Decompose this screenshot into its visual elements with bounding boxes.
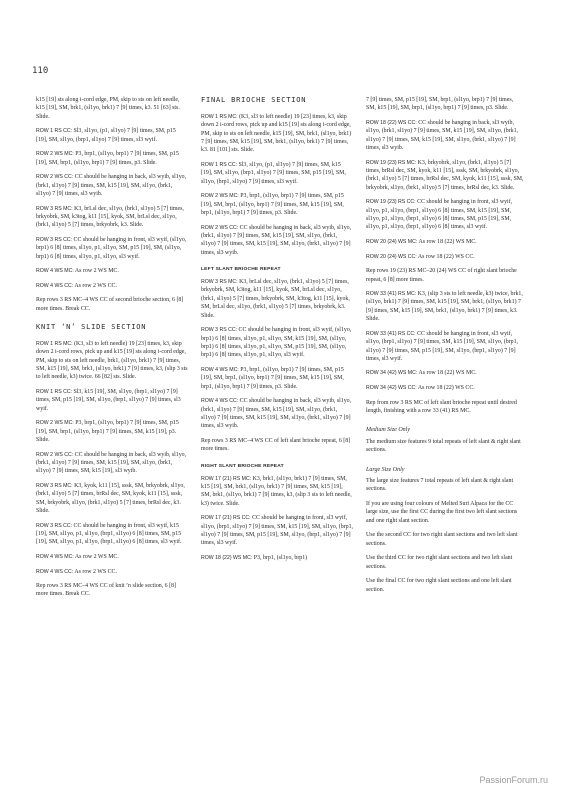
row-instruction: P3, brp1, (sl1yo, brp1) 7 [9] times, SM, p15 [19], SM, brp1, (sl1yo, brp1) 7 [9] times, SM, k15 [19], SM, brp1, (sl1yo, brp1) 7 [9] times, p3. Slide. (201, 366, 344, 390)
row-instruction: As row 18 (22) WS CC. (417, 385, 475, 391)
pattern-row (36, 267, 188, 275)
pattern-row (201, 224, 353, 258)
row-instruction: CC should be hanging in front, sl3 wyif, sl1yo, (brp1, sl1yo) 7 [9] times, SM, k15 [19], SM, sl1yo, (brp1, sl1yo) 7 [9] times, SM, p15 [19], SM, sl1yo, (brp1, sl1yo) 7 [9] times, sl3 wyif. (201, 515, 354, 547)
row-instruction: As row 2 WS CC. (74, 568, 117, 575)
paragraph: Rep rows 3 RS MC–4 WS CC of knit ’n slide section, 6 [8] more times. Break CC. (36, 583, 176, 598)
pattern-row (201, 326, 353, 360)
row-label: ROW 2 WS CC: (36, 174, 74, 181)
pattern-row (366, 198, 524, 232)
row-label: ROW 2 WS MC: (36, 151, 74, 158)
row-instruction: As row 18 (22) WS MC. (418, 370, 477, 377)
section-heading: KNIT ‘N’ SLIDE SECTION (36, 323, 147, 331)
row-label: ROW 2 WS CC: (36, 451, 74, 458)
paragraph: The medium size features 9 total repeats of left slant & right slant sections. (366, 438, 521, 454)
pattern-row (36, 127, 188, 144)
row-instruction: K3, brLsl dec, sl1yo, (brk1, sl1yo) 5 [7] times, brkyobrk, SM, k3tog, k11 [15], kyok, SM, brLsl dec, sl1yo, (brk1, sl1yo) 5 [7] times, brkyobrk, SM, k3tog, k11 [15], kyok, SM, brLsl dec, sl1yo, (brk1, sl1yo) 5 [7] times, brkyobrk, k3. Slide. (201, 279, 350, 319)
pattern-row (36, 205, 188, 230)
row-label: ROW 17 (21) RS MC: (201, 475, 252, 482)
row-instruction: K3, brLsl dec, sl1yo, (brk1, sl1yo) 5 [7] times, brkyobrk, SM, k3tog, k11 [15], kyok, SM, brLsl dec, sl1yo, (brk1, sl1yo) 5 [7] times, brkyobrk, k3. Slide. (36, 205, 184, 229)
paragraph: If you are using four colours of Melted Suri Alpaca for the CC large size, use the first CC during the first two left slant sections and one right slant section. (366, 501, 518, 524)
row-instruction: CC should be hanging in front, sl3 wyif, (sl1yo, brp1) 6 [8] times, sl1yo, p1, sl1yo, SM, p15 [19], SM, (sl1yo, brp1) 6 [8] times, sl1yo, p1, sl1yo, sl3 wyif. (36, 236, 187, 260)
pattern-row (36, 451, 188, 476)
pattern-row (366, 159, 524, 193)
row-instruction: CC should be hanging in back, sl3 wyib, sl1yo, (brk1, sl1yo) 7 [9] times, SM, k15 [19], SM, sl1yo, (brk1, sl1yo) 7 [9] times, SM, k15 [19], SM, sl1yo, (brk1, sl1yo) 7 [9] times, sl3 wyib. (366, 119, 519, 152)
row-instruction: CC should be hanging in back, sl3 wyib, sl1yo, (brk1, sl1yo) 7 [9] times, SM, k15 [19], SM, sl1yo, (brk1, sl1yo) 7 [9] times, SM, k15 [19], sl3 wyib. (36, 451, 187, 475)
row-label: ROW 3 RS MC: (36, 482, 73, 489)
pattern-row (201, 278, 353, 320)
row-label: ROW 34 (42) WS CC: (366, 385, 417, 391)
pattern-row (201, 366, 353, 391)
row-label: ROW 17 (21) RS CC: (201, 515, 251, 522)
paragraph: 7 [9] times, SM, p15 [19], SM, brp1, (sl1yo, brp1) 7 [9] times, SM, k15 [19], SM, brp1, (sl1yo, brp1) 7 [9] times, p3. Slide. (366, 97, 514, 112)
paragraph: k15 [19] sts along i-cord edge, PM, skip to sts on left needle, k15 [19], SM, brk1, (sl1yo, brk1) 7 [9] times, k3. 51 [63] sts. Slide. (36, 97, 180, 120)
row-instruction: CC should be hanging in front, sl3 wyif, sl1yo, (brp1, sl1yo) 7 [9] times, SM, k15 [19], SM, sl1yo, (brp1, sl1yo) 7 [9] times, SM, p15 [19], SM, sl1yo, (brp1, sl1yo) 7 [9] times, sl3 wyif. (366, 330, 519, 362)
paragraph: Use the final CC for two right slant sections and one left slant section. (366, 578, 512, 593)
row-instruction: Sl3, sl1yo, (p1, sl1yo) 7 [9] times, SM, p15 [19], SM, sl1yo, (brp1, sl1yo) 7 [9] times, sl3 wyif. (36, 128, 176, 143)
row-label: ROW 20 (24) WS MC: (366, 239, 418, 245)
row-label: ROW 4 WS CC: (201, 398, 239, 405)
section-heading: FINAL BRIOCHE SECTION (201, 96, 307, 104)
pattern-row (201, 192, 353, 217)
pattern-row (36, 173, 188, 198)
row-instruction: P3, brp1, (sl1yo, brp1) 7 [9] times, SM, p15 [19], SM, brp1, (sl1yo, brp1) 7 [9] times, SM, k15 [19], p3. Slide. (36, 420, 179, 444)
paragraph: Rep from row 3 RS MC of left slant brioche repeat until desired length, finishing with a row 33 (41) RS MC. (366, 399, 517, 414)
subsection-heading: RIGHT SLANT BRIOCHE REPEAT (201, 463, 284, 469)
row-instruction: CC should be hanging in back, sl3 wyib, sl1yo, (brk1, sl1yo) 7 [9] times, SM, k15 [19], SM, sl1yo, (brk1, sl1yo) 7 [9] times, SM, k15 [19], SM, sl1yo, (brk1, sl1yo) 7 [9] times, sl3 wyib. (201, 224, 352, 256)
row-instruction: As row 2 WS MC. (74, 268, 119, 275)
row-label: ROW 2 WS MC: (201, 193, 239, 200)
row-instruction: P3, brp1, (sl1yo, brp1) 7 [9] times, SM, p15 [19], SM, brp1, (sl1yo, brp1) 7 [9] times, p3. Slide. (36, 151, 179, 166)
page-number: 110 (32, 66, 49, 76)
row-instruction: CC should be hanging in front, sl3 wyif, k15 [19], SM, sl1yo, p1, sl1yo, (brp1, sl1yo) 6 [8] times, SM, p15 [19], SM, sl1yo, p1, sl1yo, (brp1, sl1yo) 6 [8] times, sl3 wyif. (36, 522, 182, 546)
pattern-row (36, 522, 188, 547)
row-label: ROW 3 RS CC: (201, 327, 238, 334)
row-instruction: K3, kyok, k11 [15], sssk, SM, brkyobrk, sl1yo, (brk1, sl1yo) 5 [7] times, brRsl dec, SM, kyok, k11 [15], sssk, SM, brkyobrk, sl1yo, (brk1, sl1yo) 5 [7] times, brRsl dec, k3. Slide. (36, 482, 185, 515)
row-label: ROW 4 WS MC: (36, 553, 74, 560)
row-instruction: P3, brp1, (sl1yo, brp1) 7 [9] times, SM, p15 [19], SM, brp1, (sl1yo, brp1) 7 [9] times, SM, k15 [19], SM, brp1, (sl1yo, brp1) 7 [9] times, p3. Slide. (201, 193, 344, 217)
row-label: ROW 2 WS MC: (36, 420, 74, 427)
row-label: ROW 3 RS CC: (36, 236, 73, 243)
pattern-row (201, 113, 353, 155)
row-label: ROW 1 RS MC: (36, 340, 73, 347)
pattern-row (36, 150, 188, 167)
row-instruction: Sl3, k15 [19], SM, sl1yo, (brp1, sl1yo) 7 [9] times, SM, p15 [19], SM, sl1yo, (brp1, sl1yo) 7 [9] times, sl3 wyif. (36, 389, 181, 412)
paragraph: Use the third CC for two right slant sections and two left slant sections. (366, 555, 513, 570)
pattern-row (201, 161, 353, 186)
size-note-heading: Large Size Only (366, 466, 405, 473)
pattern-row (366, 384, 524, 392)
text-column-middle (201, 96, 353, 568)
row-label: ROW 2 WS CC: (201, 224, 239, 231)
row-label: ROW 1 RS CC: (201, 162, 238, 168)
paragraph: The large size features 7 total repeats of left slant & right slant sections. (366, 478, 514, 493)
pattern-row (36, 340, 188, 382)
row-label: ROW 4 WS MC: (36, 268, 74, 275)
row-instruction: Sl3, sl1yo, (p1, sl1yo) 7 [9] times, SM, k15 [19], SM, sl1yo, (brp1, sl1yo) 7 [9] times, SM, p15 [19], SM, sl1yo, (brp1, sl1yo) 7 [9] times, sl3 wyif. (201, 162, 346, 185)
row-label: ROW 33 (41) RS MC: (366, 291, 417, 298)
pattern-row (366, 290, 524, 324)
row-instruction: CC should be hanging in front, sl3 wyif, sl1yo, p1, sl1yo, (brp1, sl1yo) 6 [8] times, SM, k15 [19], SM, sl1yo, p1, sl1yo, (brp1, sl1yo) 6 [8] times, SM, p15 [19], SM, sl1yo, p1, sl1yo, (brp1, sl1yo) 6 [8] times, sl3 wyif. (366, 199, 513, 231)
row-instruction: CC should be hanging in back, sl3 wyib, sl1yo, (brk1, sl1yo) 7 [9] times, SM, k15 [19], SM, sl1yo, (brk1, sl1yo) 7 [9] times, SM, k15 [19], SM, sl1yo, (brk1, sl1yo) 7 [9] times, sl3 wyib. (201, 398, 352, 430)
pattern-row (36, 419, 188, 444)
row-instruction: K3, brk1, (sl1yo, brk1) 7 [9] times, SM, k15 [19], SM, brk1, (sl1yo, brk1) 7 [9] times, SM, k15 [19], SM, brk1, (sl1yo, brk1) 7 [9] times, k3, (slip 3 sts to left needle, k3) twice. Slide. (201, 475, 352, 507)
text-column-left (36, 96, 188, 605)
row-label: ROW 18 (22) WS MC: (201, 554, 253, 561)
row-label: ROW 4 WS CC: (36, 568, 74, 575)
pattern-row (201, 475, 353, 509)
row-instruction: P3, brp1, (sl1yo, brp1) (253, 554, 308, 561)
row-instruction: CC should be hanging in front, sl3 wyif, (sl1yo, brp1) 6 [8] times, sl1yo, p1, sl1yo, SM, k15 [19], SM, (sl1yo, brp1) 6 [8] times, sl1yo, p1, sl1yo, SM, p15 [19], SM, (sl1yo, brp1) 6 [8] times, sl1yo, p1, sl1yo, sl3 wyif. (201, 327, 352, 359)
pattern-row (36, 482, 188, 516)
pattern-row (36, 388, 188, 413)
paragraph: Rep rows 3 RS MC–4 WS CC of left slant brioche repeat, 6 [8] more times. (201, 437, 351, 453)
row-instruction: K3, brkyobrk, sl1yo, (brk1, sl1yo) 5 [7] times, brRsl dec, SM, kyok, k11 [15], sssk, SM, brkyobrk, sl1yo, (brk1, sl1yo) 5 [7] times, brRsl dec, SM, kyok, k11 [15], sssk, SM, brkyobrk, sl1yo, (brk1, sl1yo) 5 [7] times, brRsl dec, k3. Slide. (366, 159, 524, 191)
row-label: ROW 1 RS CC: (36, 128, 73, 135)
pattern-row (36, 568, 188, 576)
row-instruction: K3, (slip 3 sts to left needle, k3) twice, brk1, (sl1yo, brk1) 7 [9] times, SM, k15 [19], SM, brk1, (sl1yo, brk1) 7 [9] times, SM, k15 [19], SM, brk1, (sl1yo, brk1) 7 [9] times, k3. Slide. (366, 291, 523, 323)
text-column-right (366, 96, 524, 600)
pattern-row (366, 330, 524, 364)
subsection-heading: LEFT SLANT BRIOCHE REPEAT (201, 267, 281, 273)
pattern-row (366, 119, 524, 153)
pattern-row (201, 514, 353, 548)
pattern-row (366, 253, 524, 261)
row-instruction: As row 18 (22) WS CC. (417, 253, 475, 260)
row-instruction: As row 2 WS CC. (74, 282, 117, 289)
row-label: ROW 34 (42) WS MC: (366, 370, 418, 377)
row-label: ROW 3 RS CC: (36, 522, 73, 529)
row-instruction: CC should be hanging in back, sl3 wyib, sl1yo, (brk1, sl1yo) 7 [9] times, SM, k15 [19], SM, sl1yo, (brk1, sl1yo) 7 [9] times, sl3 wyib. (36, 174, 187, 197)
paragraph: Rep rows 3 RS MC–4 WS CC of second brioche section, 6 [8] more times. Break CC. (36, 297, 184, 312)
row-label: ROW 1 RS MC: (201, 113, 238, 120)
row-label: ROW 18 (22) WS CC: (366, 119, 417, 126)
pattern-row (201, 554, 353, 562)
pattern-row (36, 282, 188, 290)
paragraph: Rep rows 19 (23) RS MC–20 (24) WS CC of right slant brioche repeat, 6 [8] more times. (366, 268, 517, 283)
row-instruction: As row 2 WS MC. (74, 553, 119, 560)
size-note-heading: Medium Size Only (366, 427, 410, 434)
row-label: ROW 3 RS MC: (201, 279, 238, 286)
pattern-row (36, 553, 188, 561)
pattern-row (36, 236, 188, 261)
pattern-row (201, 397, 353, 431)
row-instruction: As row 18 (22) WS MC. (418, 239, 477, 245)
watermark: PassionForum.ru (479, 775, 548, 785)
row-instruction: (K3, sl3 to left needle) 19 [23] times, k3, skip down 2 i-cord rows, pick up and k15 [19] sts along i-cord edge, PM, skip to sts on left needle, k15 [19], SM, brk1, (sl1yo, brk1) 7 [9] times, SM, k15 [19], SM, brk1, (sl1yo, brk1) 7 [9] times, k3. 81 [101] sts. Slide. (201, 113, 352, 154)
row-label: ROW 19 (23) RS MC: (366, 159, 417, 166)
row-instruction: (K3, sl3 to left needle) 19 [23] times, k3, skip down 2 i-cord rows, pick up and k15 [19] sts along i-cord edge, PM, skip to sts on left needle, brk1, (sl1yo, brk1) 7 [9] times, SM, k15 [19], SM, brk1, (sl1yo, brk1) 7 [9] times, k3, (slip 3 sts to left needle, k3) twice. 66 [82] sts. Slide. (36, 340, 188, 381)
row-label: ROW 20 (24) WS CC: (366, 253, 417, 260)
row-label: ROW 33 (41) RS CC: (366, 330, 416, 337)
row-label: ROW 19 (23) RS CC: (366, 199, 416, 206)
paragraph: Use the second CC for two right slant sections and two left slant sections. (366, 532, 518, 547)
row-label: ROW 4 WS CC: (36, 282, 74, 289)
row-label: ROW 3 RS MC: (36, 205, 73, 212)
pattern-row (366, 369, 524, 377)
pattern-row (366, 238, 524, 246)
row-label: ROW 1 RS CC: (36, 389, 73, 395)
row-label: ROW 4 WS MC: (201, 366, 239, 373)
